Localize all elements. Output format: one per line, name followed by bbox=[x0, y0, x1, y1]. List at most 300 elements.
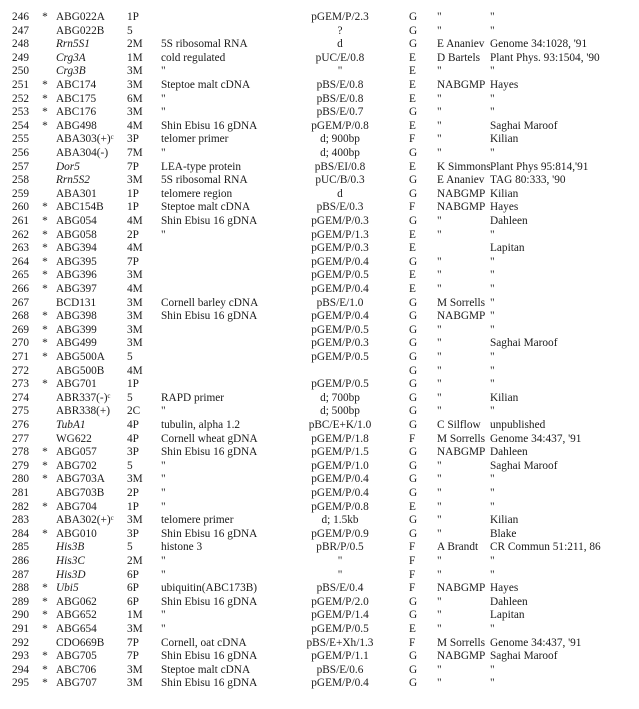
reference: Lapitan bbox=[490, 242, 525, 255]
source-code: E bbox=[409, 79, 416, 91]
asterisk-marker: * bbox=[42, 337, 48, 350]
asterisk-marker: * bbox=[42, 79, 48, 91]
clone-description: Cornell wheat gDNA bbox=[161, 432, 258, 445]
vector-insert: pGEM/P/0.4 bbox=[311, 283, 369, 295]
row-number: 289 bbox=[12, 595, 29, 608]
supplier: " bbox=[437, 351, 442, 363]
supplier: " bbox=[437, 228, 442, 241]
asterisk-marker: * bbox=[42, 473, 48, 486]
chromosome-location: 6P bbox=[127, 568, 139, 581]
table-row bbox=[0, 364, 639, 378]
chromosome-location: 1P bbox=[127, 500, 139, 513]
reference: Hayes bbox=[490, 582, 519, 595]
source-code: E bbox=[409, 119, 416, 132]
supplier: " bbox=[437, 514, 442, 527]
chromosome-location: 1M bbox=[127, 51, 143, 64]
clone-description: Shin Ebisu 16 gDNA bbox=[161, 650, 258, 663]
row-number: 295 bbox=[12, 677, 29, 690]
row-number: 293 bbox=[12, 650, 29, 663]
reference: " bbox=[490, 147, 495, 159]
source-code: G bbox=[409, 187, 418, 200]
row-number: 281 bbox=[12, 487, 29, 499]
table-row bbox=[0, 636, 639, 650]
supplier: " bbox=[437, 391, 442, 404]
row-number: 290 bbox=[12, 609, 29, 622]
reference: " bbox=[490, 663, 495, 676]
supplier: " bbox=[437, 11, 442, 23]
supplier: " bbox=[437, 269, 442, 282]
supplier: D Bartels bbox=[437, 51, 480, 64]
asterisk-marker: * bbox=[42, 378, 48, 391]
chromosome-location: 6M bbox=[127, 92, 143, 105]
chromosome-location: 1P bbox=[127, 11, 139, 23]
supplier: " bbox=[437, 106, 442, 119]
table-row bbox=[0, 527, 639, 541]
row-number: 265 bbox=[12, 269, 29, 282]
reference: " bbox=[490, 283, 495, 295]
vector-insert: pGEM/P/1.5 bbox=[311, 446, 369, 459]
clone-name: His3B bbox=[56, 541, 85, 554]
supplier: " bbox=[437, 337, 442, 350]
row-number: 275 bbox=[12, 405, 29, 418]
supplier: " bbox=[437, 568, 442, 581]
row-number: 252 bbox=[12, 92, 29, 105]
table-row bbox=[0, 37, 639, 51]
source-code: G bbox=[409, 378, 418, 391]
asterisk-marker: * bbox=[42, 255, 48, 268]
supplier: K Simmons bbox=[437, 160, 491, 173]
chromosome-location: 2P bbox=[127, 487, 139, 499]
row-number: 263 bbox=[12, 242, 29, 255]
reference: Plant Phys 95:814,'91 bbox=[490, 160, 589, 173]
table-row bbox=[0, 296, 639, 310]
supplier: " bbox=[437, 473, 442, 486]
clone-description: Cornell barley cDNA bbox=[161, 296, 259, 309]
row-number: 274 bbox=[12, 391, 29, 404]
chromosome-location: 3P bbox=[127, 133, 139, 146]
chromosome-location: 7P bbox=[127, 255, 139, 268]
source-code: G bbox=[409, 677, 418, 690]
vector-insert: pGEM/P/1.0 bbox=[311, 459, 369, 472]
supplier: M Sorrells bbox=[437, 296, 486, 309]
table-row bbox=[0, 228, 639, 242]
table-row bbox=[0, 119, 639, 133]
vector-insert: pGEM/P/0.5 bbox=[311, 351, 369, 363]
reference: " bbox=[490, 623, 495, 635]
chromosome-location: 3M bbox=[127, 323, 143, 336]
source-code: F bbox=[409, 133, 416, 146]
supplier: NABGMP bbox=[437, 310, 486, 323]
vector-insert: pGEM/P/0.4 bbox=[311, 487, 369, 499]
reference: Hayes bbox=[490, 201, 519, 214]
table-row bbox=[0, 323, 639, 337]
reference: " bbox=[490, 296, 495, 309]
supplier: NABGMP bbox=[437, 187, 486, 200]
table-row bbox=[0, 622, 639, 636]
reference: Kilian bbox=[490, 514, 519, 527]
chromosome-location: 2C bbox=[127, 405, 141, 418]
row-number: 283 bbox=[12, 514, 29, 527]
chromosome-location: 3M bbox=[127, 310, 143, 323]
vector-insert: pGEM/P/0.8 bbox=[311, 500, 369, 513]
source-code: G bbox=[409, 405, 418, 418]
chromosome-location: 3M bbox=[127, 623, 143, 635]
source-code: G bbox=[409, 38, 418, 51]
reference: " bbox=[490, 378, 495, 391]
clone-name: ABG022A bbox=[56, 11, 105, 23]
asterisk-marker: * bbox=[42, 609, 48, 622]
clone-name: ABA301 bbox=[56, 187, 97, 200]
vector-insert: d; 700bp bbox=[320, 391, 360, 404]
reference: " bbox=[490, 473, 495, 486]
reference: Saghai Maroof bbox=[490, 337, 558, 350]
vector-insert: pBS/E/0.7 bbox=[316, 106, 364, 119]
source-code: E bbox=[409, 51, 416, 64]
row-number: 262 bbox=[12, 228, 29, 241]
reference: " bbox=[490, 255, 495, 268]
source-code: G bbox=[409, 650, 418, 663]
row-number: 294 bbox=[12, 663, 29, 676]
table-row bbox=[0, 676, 639, 690]
supplier: " bbox=[437, 323, 442, 336]
asterisk-marker: * bbox=[42, 228, 48, 241]
vector-insert: pGEM/P/0.9 bbox=[311, 527, 369, 540]
clone-description: " bbox=[161, 555, 166, 567]
row-number: 282 bbox=[12, 500, 29, 513]
clone-name: ABG707 bbox=[56, 677, 97, 690]
supplier: NABGMP bbox=[437, 201, 486, 214]
asterisk-marker: * bbox=[42, 446, 48, 459]
clone-name: His3D bbox=[56, 568, 86, 581]
vector-insert: pGEM/P/0.5 bbox=[311, 623, 369, 635]
source-code: G bbox=[409, 419, 418, 431]
row-number: 250 bbox=[12, 65, 29, 78]
reference: " bbox=[490, 65, 495, 78]
table-row bbox=[0, 472, 639, 486]
row-number: 271 bbox=[12, 351, 29, 363]
reference: " bbox=[490, 555, 495, 567]
chromosome-location: 7M bbox=[127, 147, 143, 159]
source-code: G bbox=[409, 310, 418, 323]
row-number: 249 bbox=[12, 51, 29, 64]
clone-name: ABG058 bbox=[56, 228, 97, 241]
asterisk-marker: * bbox=[42, 677, 48, 690]
vector-insert: pGEM/P/1.4 bbox=[311, 609, 369, 622]
supplier: " bbox=[437, 255, 442, 268]
asterisk-marker: * bbox=[42, 119, 48, 132]
vector-insert: pGEM/P/0.3 bbox=[311, 337, 369, 350]
chromosome-location: 4M bbox=[127, 119, 143, 132]
vector-insert: pGEM/P/0.8 bbox=[311, 119, 369, 132]
asterisk-marker: * bbox=[42, 310, 48, 323]
table-row bbox=[0, 64, 639, 78]
row-number: 279 bbox=[12, 459, 29, 472]
table-row bbox=[0, 173, 639, 187]
vector-insert: pGEM/P/0.3 bbox=[311, 215, 369, 227]
table-row bbox=[0, 78, 639, 92]
supplier: " bbox=[437, 92, 442, 105]
vector-insert: pBS/EI/0.8 bbox=[314, 160, 366, 173]
reference: " bbox=[490, 487, 495, 499]
clone-name: ABG701 bbox=[56, 378, 97, 391]
source-code: G bbox=[409, 255, 418, 268]
reference: " bbox=[490, 351, 495, 363]
clone-name: His3C bbox=[56, 555, 85, 567]
clone-description: Shin Ebisu 16 gDNA bbox=[161, 677, 258, 690]
row-number: 269 bbox=[12, 323, 29, 336]
supplier: " bbox=[437, 405, 442, 418]
chromosome-location: 3M bbox=[127, 174, 143, 187]
clone-name: ABC706 bbox=[56, 663, 97, 676]
vector-insert: " bbox=[337, 555, 343, 567]
chromosome-location: 3M bbox=[127, 514, 143, 527]
vector-insert: pGEM/P/0.4 bbox=[311, 677, 369, 690]
table-row bbox=[0, 10, 639, 24]
chromosome-location: 3M bbox=[127, 106, 143, 119]
supplier: " bbox=[437, 378, 442, 391]
clone-description: " bbox=[161, 459, 166, 472]
vector-insert: " bbox=[337, 65, 343, 78]
row-number: 270 bbox=[12, 337, 29, 350]
reference: " bbox=[490, 11, 495, 23]
clone-name: ABC154B bbox=[56, 201, 104, 214]
asterisk-marker: * bbox=[42, 323, 48, 336]
reference: " bbox=[490, 92, 495, 105]
supplier: " bbox=[437, 623, 442, 635]
row-number: 259 bbox=[12, 187, 29, 200]
vector-insert: " bbox=[337, 568, 343, 581]
source-code: F bbox=[409, 432, 416, 445]
table-row bbox=[0, 418, 639, 432]
vector-insert: d; 500bp bbox=[320, 405, 360, 418]
table-row bbox=[0, 500, 639, 514]
clone-name: BCD131 bbox=[56, 296, 97, 309]
reference: " bbox=[490, 568, 495, 581]
row-number: 291 bbox=[12, 623, 29, 635]
vector-insert: pGEM/P/0.5 bbox=[311, 269, 369, 282]
clone-name: Dor5 bbox=[56, 160, 80, 173]
vector-insert: d; 1.5kb bbox=[321, 514, 359, 527]
row-number: 248 bbox=[12, 38, 29, 51]
source-code: G bbox=[409, 323, 418, 336]
row-number: 264 bbox=[12, 255, 29, 268]
table-row bbox=[0, 105, 639, 119]
source-code: F bbox=[409, 201, 416, 214]
chromosome-location: 3M bbox=[127, 296, 143, 309]
reference: " bbox=[490, 310, 495, 323]
clone-description: " bbox=[161, 92, 166, 105]
chromosome-location: 6P bbox=[127, 595, 139, 608]
source-code: E bbox=[409, 160, 416, 173]
row-number: 284 bbox=[12, 527, 29, 540]
row-number: 257 bbox=[12, 160, 29, 173]
clone-name: ABG704 bbox=[56, 500, 97, 513]
supplier: NABGMP bbox=[437, 79, 486, 91]
clone-name: Ubi5 bbox=[56, 582, 79, 595]
row-number: 254 bbox=[12, 119, 29, 132]
asterisk-marker: * bbox=[42, 500, 48, 513]
chromosome-location: 3P bbox=[127, 527, 139, 540]
chromosome-location: 5 bbox=[127, 391, 133, 404]
clone-name: ABG399 bbox=[56, 323, 97, 336]
chromosome-location: 7P bbox=[127, 636, 139, 649]
clone-name: ABA304(-) bbox=[56, 147, 109, 159]
source-code: F bbox=[409, 541, 416, 554]
source-code: G bbox=[409, 663, 418, 676]
vector-insert: pBR/P/0.5 bbox=[316, 541, 364, 554]
row-number: 251 bbox=[12, 79, 29, 91]
reference: unpublished bbox=[490, 419, 546, 431]
vector-insert: pBS/E/0.4 bbox=[316, 582, 364, 595]
chromosome-location: 1P bbox=[127, 187, 139, 200]
clone-description: " bbox=[161, 487, 166, 499]
vector-insert: pGEM/P/0.4 bbox=[311, 255, 369, 268]
table-row bbox=[0, 568, 639, 582]
chromosome-location: 5 bbox=[127, 459, 133, 472]
source-code: E bbox=[409, 500, 416, 513]
chromosome-location: 6P bbox=[127, 582, 139, 595]
row-number: 278 bbox=[12, 446, 29, 459]
table-row bbox=[0, 540, 639, 554]
supplier: C Silflow bbox=[437, 419, 481, 431]
supplier: M Sorrells bbox=[437, 432, 486, 445]
chromosome-location: 1M bbox=[127, 609, 143, 622]
clone-name: ABA302(+)ᶜ bbox=[56, 514, 114, 527]
vector-insert: pGEM/P/0.5 bbox=[311, 323, 369, 336]
chromosome-location: 3P bbox=[127, 446, 139, 459]
chromosome-location: 2M bbox=[127, 38, 143, 51]
supplier: NABGMP bbox=[437, 446, 486, 459]
supplier: " bbox=[437, 133, 442, 146]
supplier: " bbox=[437, 595, 442, 608]
asterisk-marker: * bbox=[42, 623, 48, 635]
source-code: G bbox=[409, 337, 418, 350]
source-code: G bbox=[409, 446, 418, 459]
row-number: 261 bbox=[12, 215, 29, 227]
source-code: E bbox=[409, 228, 416, 241]
table-row bbox=[0, 391, 639, 405]
asterisk-marker: * bbox=[42, 92, 48, 105]
table-row bbox=[0, 241, 639, 255]
clone-description: 5S ribosomal RNA bbox=[161, 174, 248, 187]
source-code: G bbox=[409, 527, 418, 540]
clone-description: " bbox=[161, 106, 166, 119]
source-code: F bbox=[409, 582, 416, 595]
source-code: E bbox=[409, 283, 416, 295]
source-code: G bbox=[409, 459, 418, 472]
clone-name: ABC174 bbox=[56, 79, 97, 91]
chromosome-location: 5 bbox=[127, 351, 133, 363]
clone-description: Steptoe malt cDNA bbox=[161, 79, 251, 91]
source-code: F bbox=[409, 636, 416, 649]
clone-name: ABC175 bbox=[56, 92, 97, 105]
table-row bbox=[0, 92, 639, 106]
clone-name: ABG054 bbox=[56, 215, 97, 227]
table-row bbox=[0, 51, 639, 65]
vector-insert: pGEM/P/1.8 bbox=[311, 432, 369, 445]
source-code: G bbox=[409, 364, 418, 377]
clone-description: Shin Ebisu 16 gDNA bbox=[161, 446, 258, 459]
clone-name: ABR338(+) bbox=[56, 405, 111, 418]
supplier: " bbox=[437, 500, 442, 513]
asterisk-marker: * bbox=[42, 527, 48, 540]
supplier: " bbox=[437, 677, 442, 690]
table-row bbox=[0, 268, 639, 282]
vector-insert: pGEM/P/0.4 bbox=[311, 310, 369, 323]
clone-name: TubA1 bbox=[56, 419, 86, 431]
vector-insert: d; 900bp bbox=[320, 133, 360, 146]
clone-description: " bbox=[161, 623, 166, 635]
asterisk-marker: * bbox=[42, 595, 48, 608]
supplier: " bbox=[437, 459, 442, 472]
row-number: 255 bbox=[12, 133, 29, 146]
row-number: 292 bbox=[12, 636, 29, 649]
row-number: 286 bbox=[12, 555, 29, 567]
chromosome-location: 7P bbox=[127, 650, 139, 663]
reference: Saghai Maroof bbox=[490, 119, 558, 132]
chromosome-location: 3M bbox=[127, 79, 143, 91]
reference: " bbox=[490, 269, 495, 282]
clone-name: Rrn5S1 bbox=[56, 38, 90, 51]
table-row bbox=[0, 336, 639, 350]
table-row bbox=[0, 554, 639, 568]
clone-description: " bbox=[161, 473, 166, 486]
source-code: E bbox=[409, 242, 416, 255]
clone-name: ABG652 bbox=[56, 609, 97, 622]
vector-insert: pGEM/P/2.3 bbox=[311, 11, 369, 23]
asterisk-marker: * bbox=[42, 242, 48, 255]
reference: Saghai Maroof bbox=[490, 650, 558, 663]
row-number: 266 bbox=[12, 283, 29, 295]
clone-description: cold regulated bbox=[161, 51, 226, 64]
table-row bbox=[0, 649, 639, 663]
chromosome-location: 3M bbox=[127, 65, 143, 78]
table-row bbox=[0, 663, 639, 677]
reference: Hayes bbox=[490, 79, 519, 91]
clone-description: tubulin, alpha 1.2 bbox=[161, 419, 241, 431]
clone-description: Steptoe malt cDNA bbox=[161, 663, 251, 676]
table-row bbox=[0, 255, 639, 269]
clone-name: ABG394 bbox=[56, 242, 97, 255]
asterisk-marker: * bbox=[42, 215, 48, 227]
supplier: E Ananiev bbox=[437, 174, 485, 187]
clone-name: ABG498 bbox=[56, 119, 97, 132]
table-row bbox=[0, 459, 639, 473]
clone-name: ABG703A bbox=[56, 473, 105, 486]
chromosome-location: 5 bbox=[127, 541, 133, 554]
supplier: " bbox=[437, 119, 442, 132]
chromosome-location: 7P bbox=[127, 160, 139, 173]
source-code: G bbox=[409, 595, 418, 608]
supplier: " bbox=[437, 527, 442, 540]
clone-name: ABG500A bbox=[56, 351, 105, 363]
vector-insert: pUC/E/0.8 bbox=[315, 51, 365, 64]
source-code: G bbox=[409, 487, 418, 499]
source-code: G bbox=[409, 215, 418, 227]
row-number: 256 bbox=[12, 147, 29, 159]
row-number: 287 bbox=[12, 568, 29, 581]
supplier: " bbox=[437, 215, 442, 227]
source-code: E bbox=[409, 65, 416, 78]
source-code: G bbox=[409, 609, 418, 622]
row-number: 260 bbox=[12, 201, 29, 214]
clone-description: 5S ribosomal RNA bbox=[161, 38, 248, 51]
clone-description: Shin Ebisu 16 gDNA bbox=[161, 527, 258, 540]
supplier: " bbox=[437, 147, 442, 159]
table-row bbox=[0, 214, 639, 228]
reference: Genome 34:437, '91 bbox=[490, 432, 582, 445]
supplier: " bbox=[437, 487, 442, 499]
